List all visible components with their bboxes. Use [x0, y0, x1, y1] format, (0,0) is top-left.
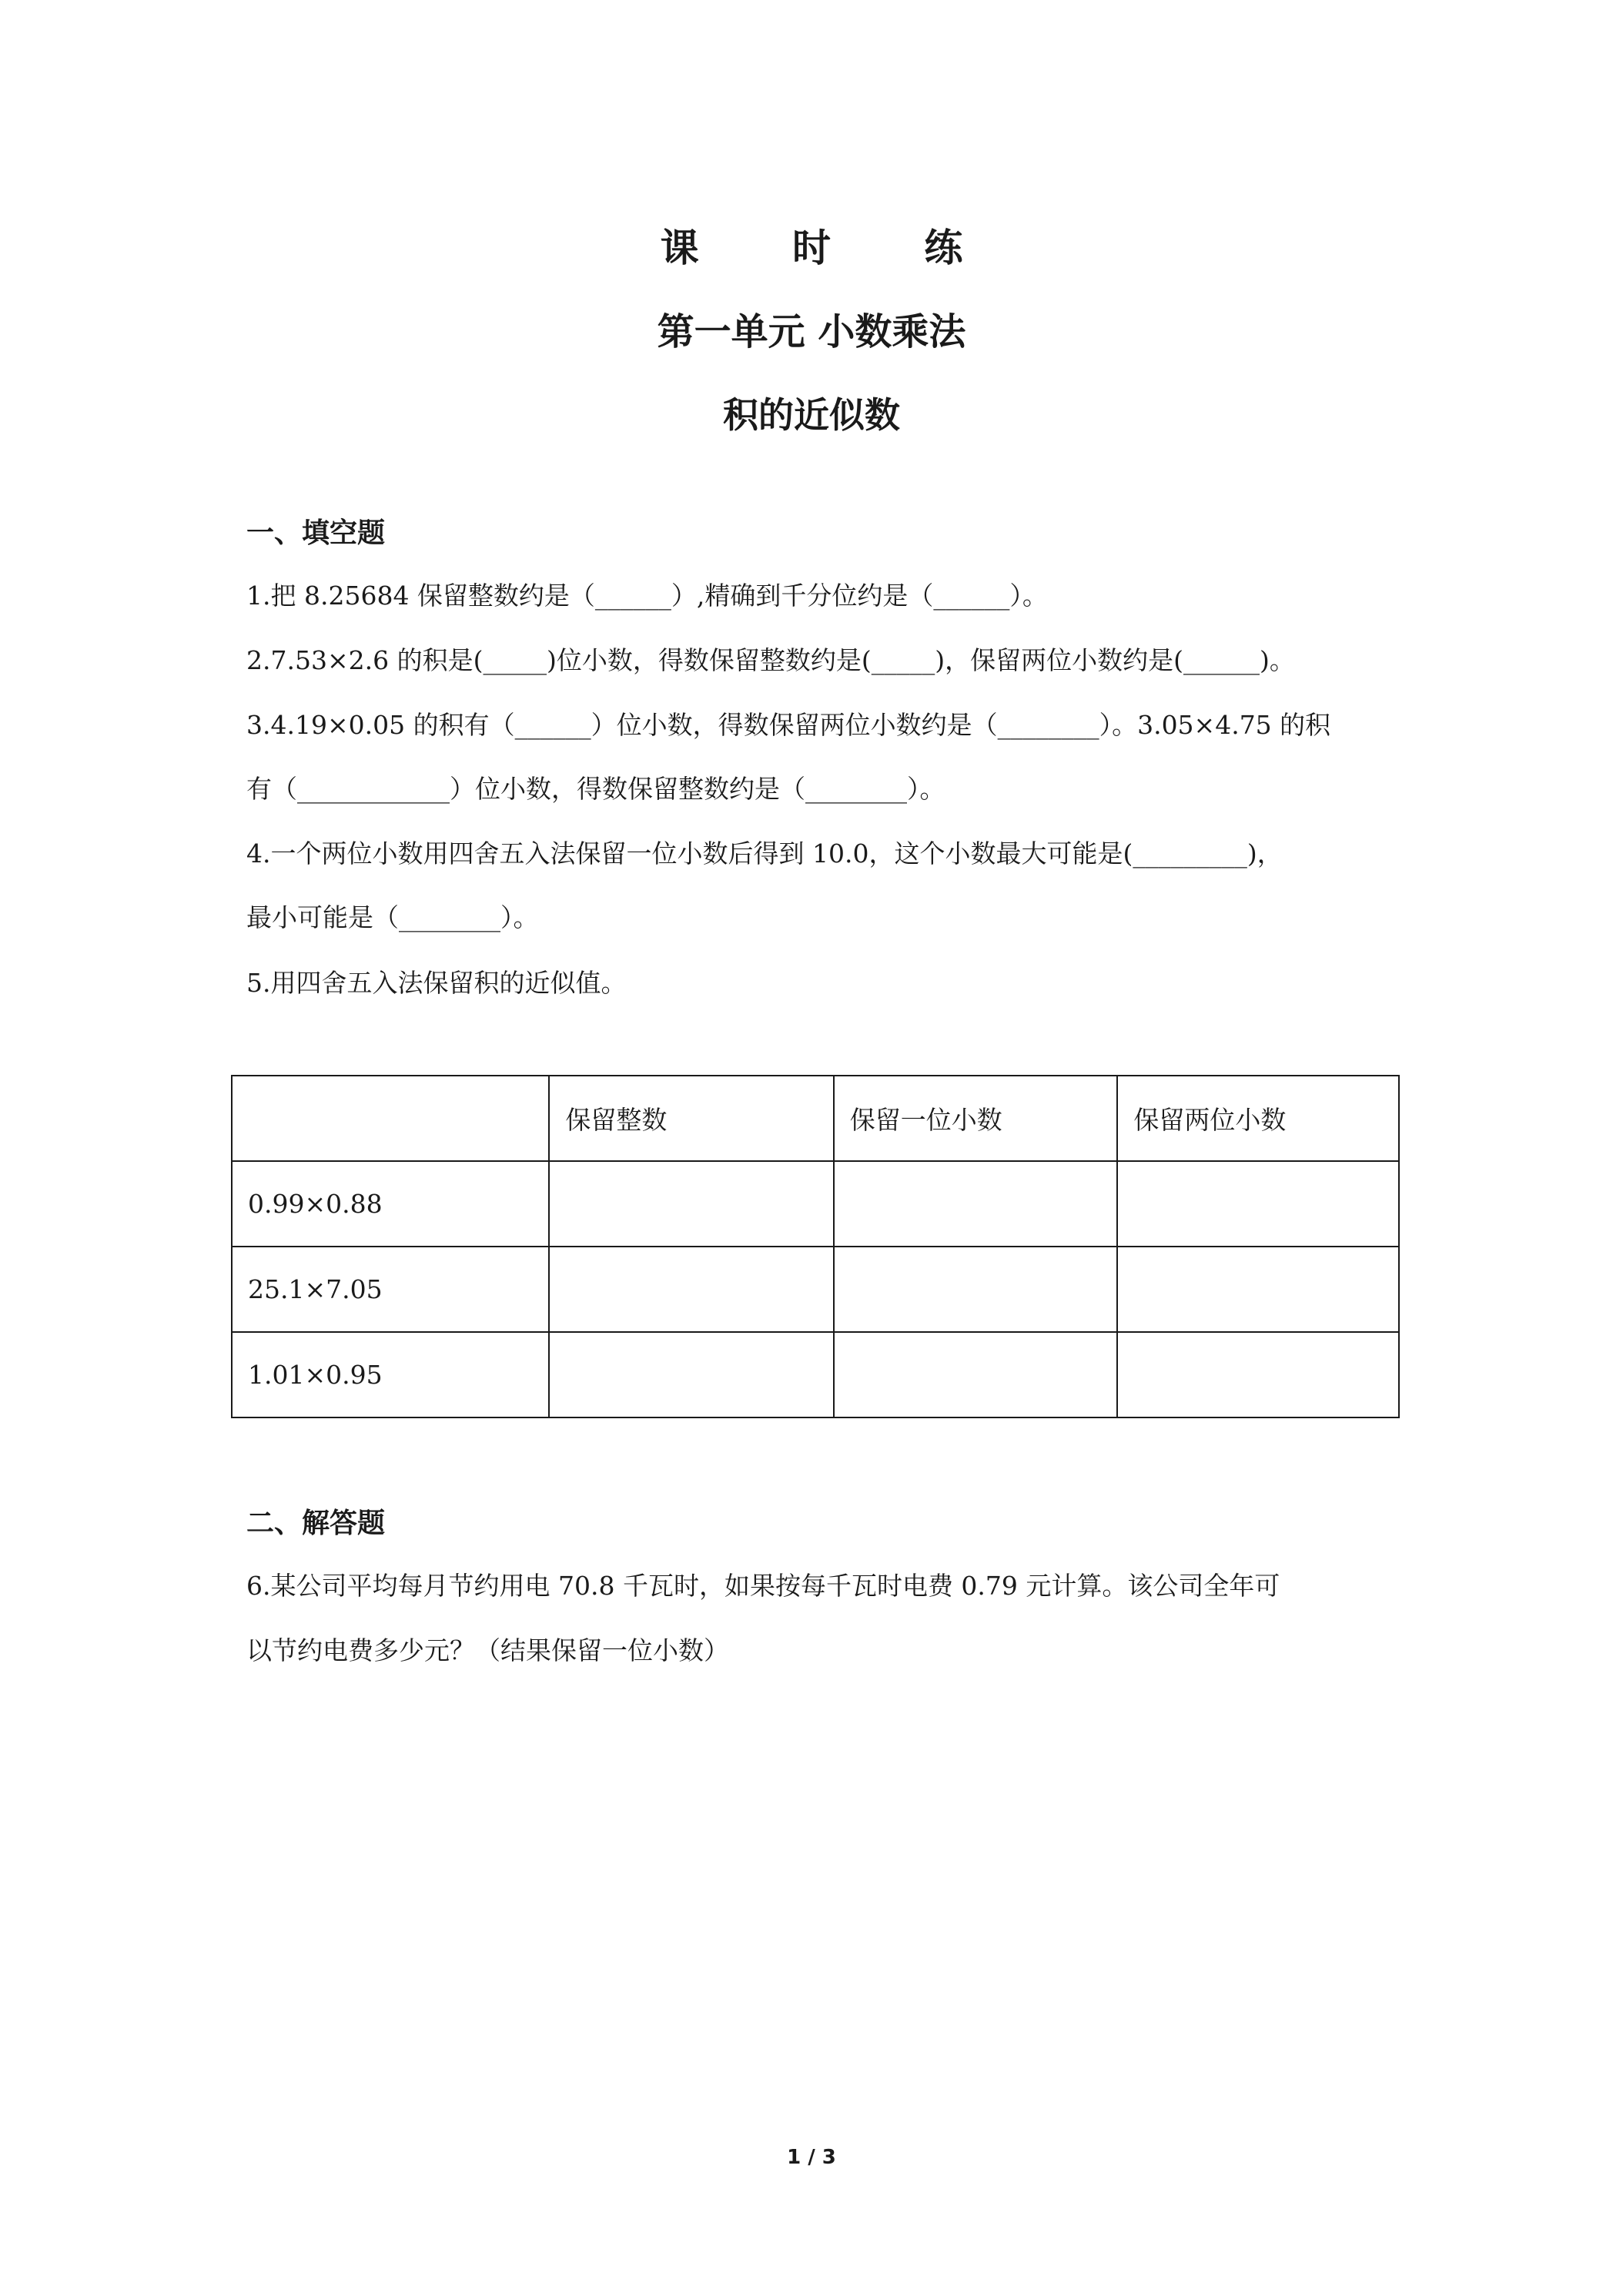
- question-6-line-1: 6.某公司平均每月节约用电 70.8 千瓦时，如果按每千瓦时电费 0.79 元计算。该公司全年可: [246, 1571, 1280, 1601]
- table-row-label: 1.01×0.95: [232, 1332, 549, 1417]
- answer-cell[interactable]: [549, 1332, 833, 1417]
- table-row-label: 0.99×0.88: [232, 1161, 549, 1247]
- table-header-cell: [232, 1076, 549, 1161]
- section-heading-fill-blank: 一、填空题: [246, 517, 386, 549]
- table-row: [232, 1247, 1399, 1332]
- table-header-cell: 保留整数: [549, 1076, 833, 1161]
- table-row: [232, 1332, 1399, 1417]
- question-3-line-2: 有（____________）位小数，得数保留整数约是（________）。: [246, 774, 945, 804]
- answer-cell[interactable]: [1117, 1247, 1399, 1332]
- question-3-line-1: 3.4.19×0.05 的积有（______）位小数，得数保留两位小数约是（________）。3.05×4.75 的积: [246, 710, 1331, 740]
- question-6-line-2: 以节约电费多少元？（结果保留一位小数）: [246, 1635, 729, 1665]
- question-5: 5.用四舍五入法保留积的近似值。: [246, 968, 627, 998]
- section-heading-solve: 二、解答题: [246, 1508, 386, 1539]
- question-4-line-1: 4.一个两位小数用四舍五入法保留一位小数后得到 10.0，这个小数最大可能是(_________)，: [246, 838, 1283, 869]
- approximation-table: [231, 1075, 1400, 1418]
- question-1: 1.把 8.25684 保留整数约是（______）,精确到千分位约是（______）。: [246, 581, 1048, 611]
- page-title: 课 时 练: [660, 226, 1003, 270]
- lesson-title: 积的近似数: [723, 394, 900, 436]
- answer-cell[interactable]: [1117, 1332, 1399, 1417]
- table-row: [232, 1161, 1399, 1247]
- question-4-line-2: 最小可能是（________）。: [246, 902, 539, 932]
- answer-cell[interactable]: [834, 1161, 1118, 1247]
- answer-cell[interactable]: [1117, 1161, 1399, 1247]
- table-header-row: [232, 1076, 1399, 1161]
- answer-cell[interactable]: [834, 1332, 1118, 1417]
- answer-cell[interactable]: [549, 1161, 833, 1247]
- table-header-cell: 保留一位小数: [834, 1076, 1118, 1161]
- table-row-label: 25.1×7.05: [232, 1247, 549, 1332]
- question-2: 2.7.53×2.6 的积是(_____)位小数，得数保留整数约是(_____)，保留两位小数约是(______)。: [246, 645, 1295, 675]
- answer-cell[interactable]: [549, 1247, 833, 1332]
- answer-cell[interactable]: [834, 1247, 1118, 1332]
- unit-title: 第一单元 小数乘法: [657, 310, 966, 353]
- table-header-cell: 保留两位小数: [1117, 1076, 1399, 1161]
- page-number: 1 / 3: [787, 2146, 836, 2169]
